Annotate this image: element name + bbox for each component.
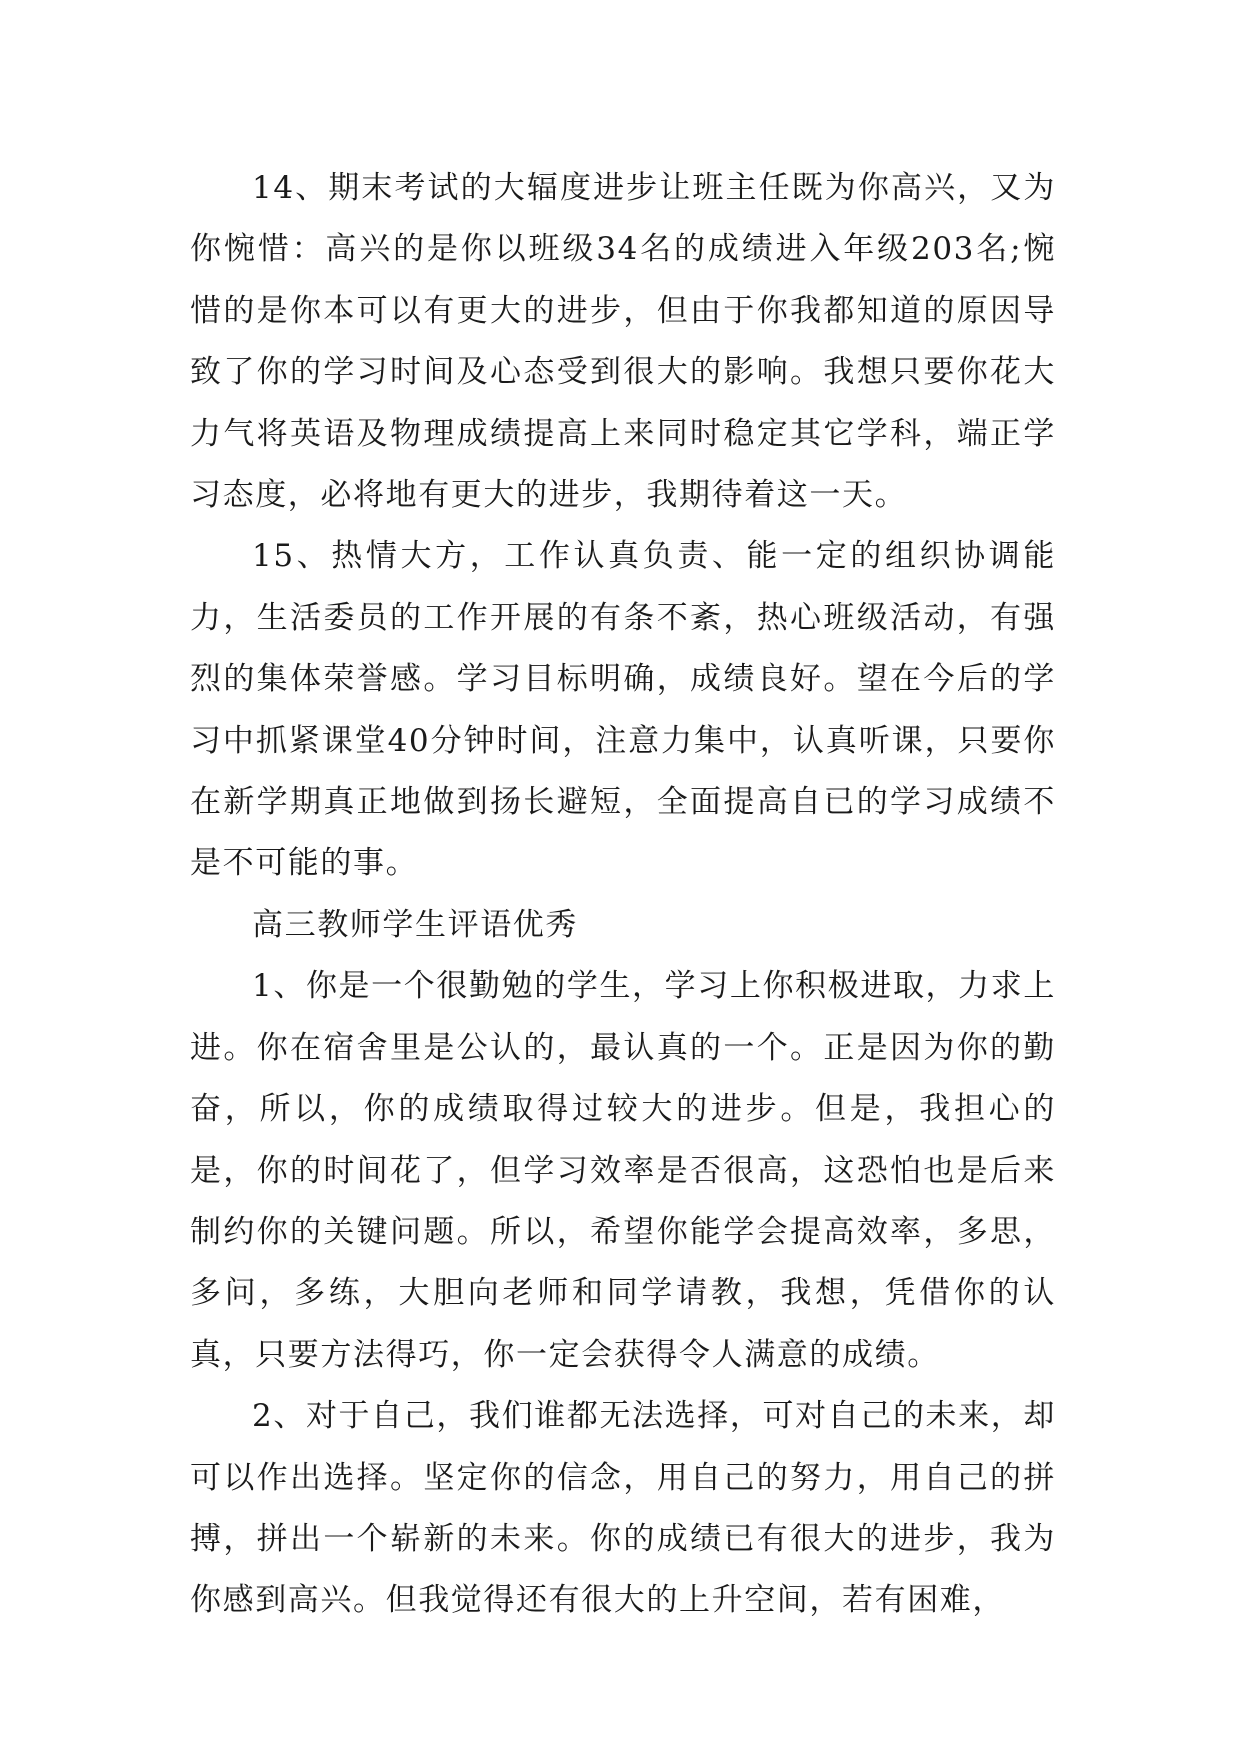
- paragraph-comment-1: 1、你是一个很勤勉的学生，学习上你积极进取，力求上进。你在宿舍里是公认的，最认真的一个。正是因为你的勤奋，所以，你的成绩取得过较大的进步。但是，我担心的是，你的时间花了，但学习效率是否很高，这恐怕也是后来制约你的关键问题。所以，希望你能学会提高效率，多思，多问，多练，大胆向老师和同学请教，我想，凭借你的认真，只要方法得巧，你一定会获得令人满意的成绩。: [190, 968, 1056, 1373]
- paragraph-comment-15: 15、热情大方，工作认真负责、能一定的组织协调能力，生活委员的工作开展的有条不紊，热心班级活动，有强烈的集体荣誉感。学习目标明确，成绩良好。望在今后的学习中抓紧课堂40分钟时间，注意力集中，认真听课，只要你在新学期真正地做到扬长避短，全面提高自已的学习成绩不是不可能的事。: [190, 538, 1056, 882]
- document-body: [190, 158, 1056, 1632]
- section-heading: 高三教师学生评语优秀: [252, 906, 578, 943]
- paragraph-comment-2: 2、对于自己，我们谁都无法选择，可对自己的未来，却可以作出选择。坚定你的信念，用自己的努力，用自己的拼搏，拼出一个崭新的未来。你的成绩已有很大的进步，我为你感到高兴。但我觉得还有很大的上升空间，若有困难，: [190, 1398, 1056, 1619]
- paragraph-comment-14: 14、期末考试的大辐度进步让班主任既为你高兴，又为你惋惜：高兴的是你以班级34名的成绩进入年级203名;惋惜的是你本可以有更大的进步，但由于你我都知道的原因导致了你的学习时间及心态受到很大的影响。我想只要你花大力气将英语及物理成绩提高上来同时稳定其它学科，端正学习态度，必将地有更大的进步，我期待着这一天。: [190, 170, 1056, 514]
